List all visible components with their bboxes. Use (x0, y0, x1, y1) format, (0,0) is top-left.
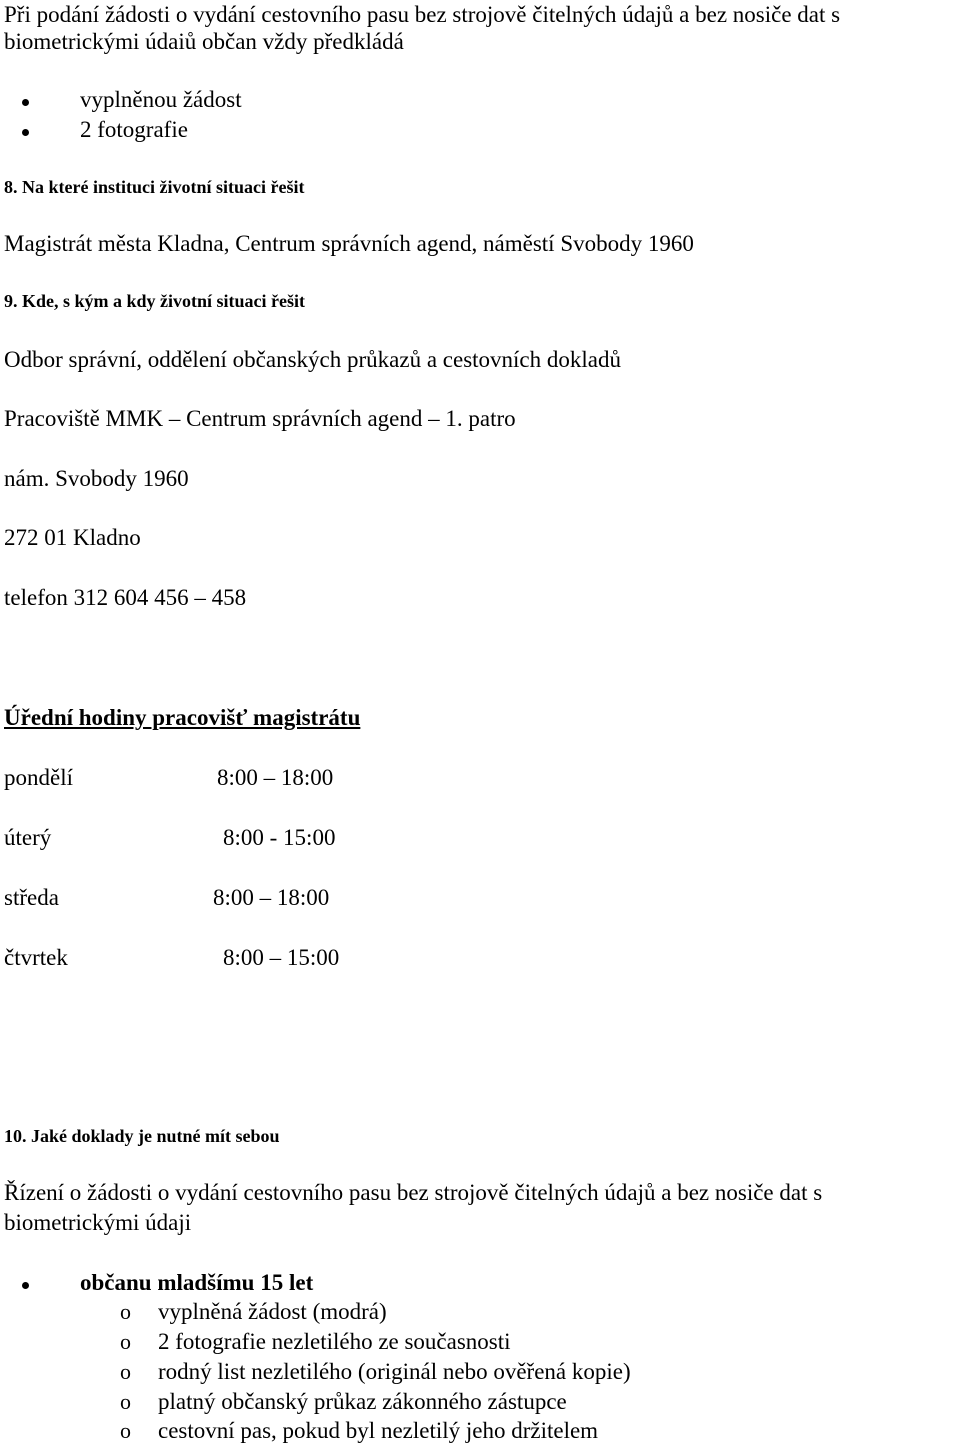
sub-bullet-marker: o (120, 1418, 131, 1443)
intro-line-2: biometrickými údaiů občan vždy předkládá (4, 29, 404, 54)
sub-bullet-marker: o (120, 1299, 131, 1324)
office-hours-heading: Úřední hodiny pracovišť magistrátu (4, 705, 361, 730)
hours-time: 8:00 – 15:00 (223, 945, 340, 970)
section-10-line-1: Řízení o žádosti o vydání cestovního pasu bez strojově čitelných údajů a bez nosiče dat s (4, 1180, 823, 1205)
section-9-line-3: nám. Svobody 1960 (4, 466, 189, 491)
section-9-line-1: Odbor správní, oddělení občanských průkazů a cestovních dokladů (4, 347, 621, 372)
hours-day: čtvrtek (4, 945, 68, 970)
required-document: cestovní pas, pokud byl nezletilý jeho držitelem (158, 1418, 599, 1443)
hours-time: 8:00 – 18:00 (217, 765, 334, 790)
required-document: rodný list nezletilého (originál nebo ověřená kopie) (158, 1359, 631, 1384)
sub-bullet-marker: o (120, 1329, 131, 1354)
hours-day: středa (4, 885, 59, 910)
sub-bullet-marker: o (120, 1359, 131, 1384)
required-document: 2 fotografie nezletilého ze současnosti (158, 1329, 511, 1354)
section-9-line-5: telefon 312 604 456 – 458 (4, 585, 247, 610)
required-document: vyplněná žádost (modrá) (158, 1299, 387, 1324)
section-10-heading: 10. Jaké doklady je nutné mít sebou (4, 1126, 280, 1146)
hours-time: 8:00 – 18:00 (213, 885, 330, 910)
bullet-icon (22, 1282, 29, 1289)
sub-bullet-marker: o (120, 1389, 131, 1414)
section-9-line-2: Pracoviště MMK – Centrum správních agend – 1. patro (4, 406, 516, 431)
hours-day: úterý (4, 825, 52, 850)
section-10-line-2: biometrickými údaji (4, 1210, 192, 1235)
intro-item-2: 2 fotografie (80, 117, 188, 142)
bullet-icon (22, 99, 29, 106)
section-9-line-4: 272 01 Kladno (4, 525, 141, 550)
bullet-icon (22, 129, 29, 136)
section-8-heading: 8. Na které instituci životní situaci řešit (4, 177, 305, 197)
intro-line-1: Při podání žádosti o vydání cestovního pasu bez strojově čitelných údajů a bez nosiče dat s (4, 2, 841, 27)
hours-day: pondělí (4, 765, 73, 790)
hours-time: 8:00 - 15:00 (223, 825, 336, 850)
intro-item-1: vyplněnou žádost (80, 87, 242, 112)
group-label: občanu mladšímu 15 let (80, 1270, 314, 1295)
required-document: platný občanský průkaz zákonného zástupce (158, 1389, 567, 1414)
section-8-text: Magistrát města Kladna, Centrum správních agend, náměstí Svobody 1960 (4, 231, 694, 256)
section-9-heading: 9. Kde, s kým a kdy životní situaci řešit (4, 291, 306, 311)
